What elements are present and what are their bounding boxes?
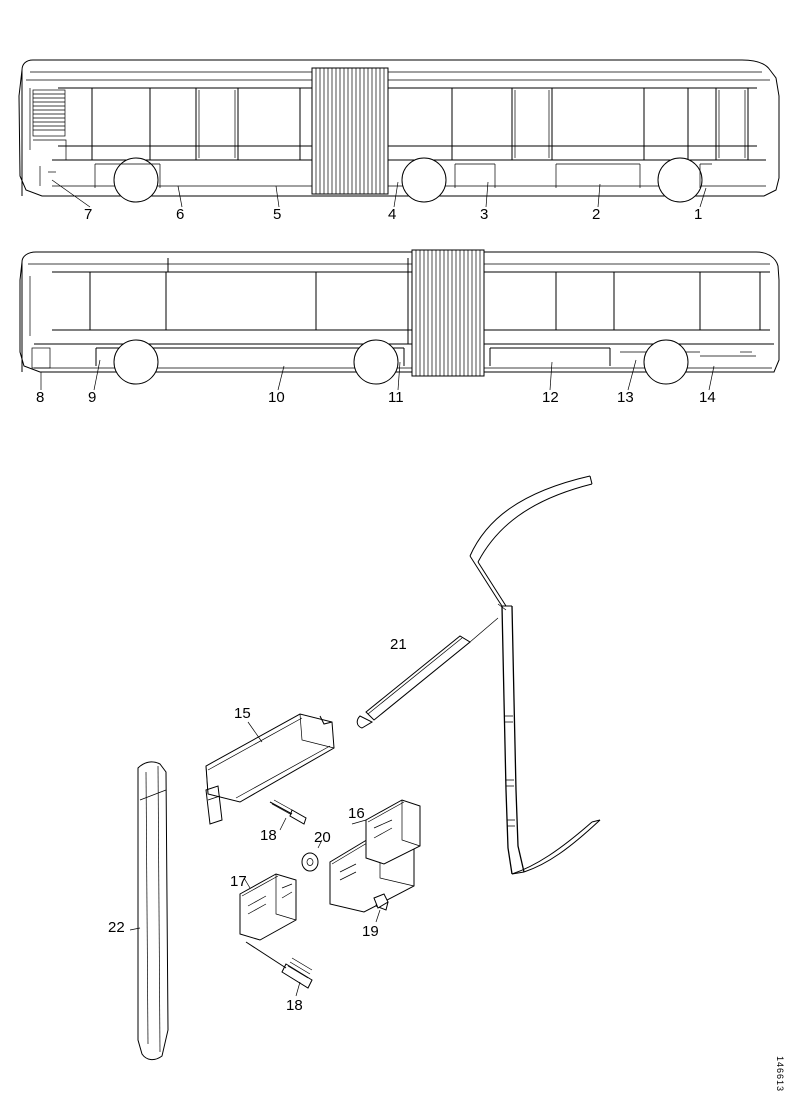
wheel-mid-right [354, 340, 398, 384]
callout-22: 22 [108, 919, 125, 936]
callout-13: 13 [617, 389, 634, 406]
exploded-detail-view [130, 476, 600, 1060]
sheet-code: 146613 [775, 1055, 785, 1092]
callout-21: 21 [390, 636, 407, 653]
wheel-mid-left [402, 158, 446, 202]
callout-10: 10 [268, 389, 285, 406]
wheel-front-right [114, 340, 158, 384]
callout-1: 1 [694, 206, 703, 223]
part-18-screw-upper [270, 800, 306, 830]
wheel-front-left [114, 158, 158, 202]
articulation-bellows [312, 68, 388, 194]
callout-5: 5 [273, 206, 282, 223]
callout-18-upper: 18 [260, 827, 277, 844]
engine-grille [33, 90, 65, 136]
callout-12: 12 [542, 389, 559, 406]
part-21-trim-strip [357, 618, 498, 728]
right-side-elevation [20, 250, 779, 390]
callout-14: 14 [699, 389, 716, 406]
callout-3: 3 [480, 206, 489, 223]
callout-19: 19 [362, 923, 379, 940]
part-18-screw-lower [246, 942, 312, 996]
wheel-rear-left [658, 158, 702, 202]
callout-4: 4 [388, 206, 397, 223]
part-17-bracket [240, 874, 296, 940]
part-22-skirt-panel [130, 762, 168, 1060]
part-15-panel [206, 714, 334, 824]
wheel-rear-right [644, 340, 688, 384]
left-side-elevation [19, 60, 779, 207]
callout-17: 17 [230, 873, 247, 890]
callout-9: 9 [88, 389, 97, 406]
body-corner-profile [470, 476, 600, 874]
callout-6: 6 [176, 206, 185, 223]
callout-15: 15 [234, 705, 251, 722]
callout-8: 8 [36, 389, 45, 406]
callout-2: 2 [592, 206, 601, 223]
callout-18-lower: 18 [286, 997, 303, 1014]
callout-20: 20 [314, 829, 331, 846]
callout-11: 11 [388, 389, 404, 406]
callout-7: 7 [84, 206, 93, 223]
articulation-bellows-right [412, 250, 484, 376]
callout-16: 16 [348, 805, 365, 822]
